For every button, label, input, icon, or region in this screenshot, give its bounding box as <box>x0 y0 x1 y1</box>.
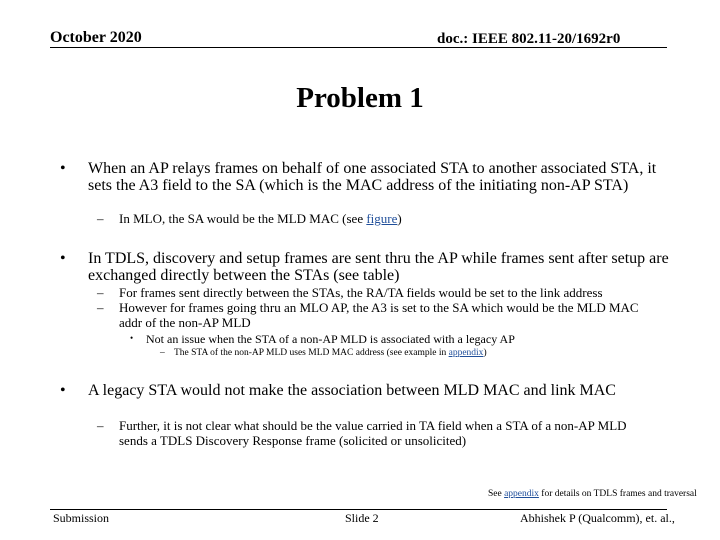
bullet-text-before: The STA of the non-AP MLD uses MLD MAC address (see example in <box>174 348 449 358</box>
bullet-marker: – <box>97 211 104 226</box>
bullet-text-before: In MLO, the SA would be the MLD MAC (see <box>119 211 367 226</box>
footnote <box>488 489 697 499</box>
slide-title: Problem 1 <box>296 82 424 114</box>
bullet-text: A legacy STA would not make the association between MLD MAC and link MAC <box>88 382 616 399</box>
bullet-marker: • <box>60 250 66 267</box>
bullet-text: However for frames going thru an MLO AP, the A3 is set to the SA which would be the MLD MAC addr of the non-AP MLD <box>119 300 639 330</box>
footer-authors: Abhishek P (Qualcomm), et. al., <box>520 511 675 525</box>
header-date: October 2020 <box>50 29 142 46</box>
footnote-appendix-link[interactable]: appendix <box>504 489 539 499</box>
bullet-text: For frames sent directly between the STAs, the RA/TA fields would be set to the link address <box>119 285 603 300</box>
footnote-before: See <box>488 489 505 499</box>
figure-link[interactable]: figure <box>366 211 398 226</box>
bullet-text-after: ) <box>397 211 402 226</box>
bullet-text <box>119 211 654 226</box>
bullet-text: When an AP relays frames on behalf of one associated STA to another associated STA, it sets the A3 field to the SA (which is the MAC address of the initiating non-AP STA) <box>88 160 657 194</box>
bullet-text: In TDLS, discovery and setup frames are sent thru the AP while frames sent after setup are exchanged directly between the STAs (see table) <box>88 250 669 284</box>
bullet-marker: • <box>60 382 66 399</box>
bullet-text <box>174 347 594 359</box>
bullet-marker: – <box>97 418 104 433</box>
bullet-text: Further, it is not clear what should be the value carried in TA field when a STA of a non-AP MLD sends a TDLS Discovery Response frame (solicited or unsolicited) <box>119 418 627 448</box>
bullet-marker: • <box>60 160 66 177</box>
bullet-marker: • <box>130 333 134 343</box>
footnote-after: for details on TDLS frames and traversal <box>538 489 697 499</box>
footer-rule <box>50 509 667 510</box>
bullet-text-after: ) <box>483 348 487 358</box>
bullet-marker: – <box>97 300 104 315</box>
footer-submission: Submission <box>53 511 110 525</box>
bullet-marker: – <box>160 348 165 358</box>
appendix-link[interactable]: appendix <box>448 348 484 358</box>
footer-slide-number: Slide 2 <box>345 511 379 525</box>
bullet-text: Not an issue when the STA of a non-AP MLD is associated with a legacy AP <box>146 332 515 346</box>
bullet-marker: – <box>97 285 104 300</box>
header-doc-id: doc.: IEEE 802.11-20/1692r0 <box>437 31 621 47</box>
